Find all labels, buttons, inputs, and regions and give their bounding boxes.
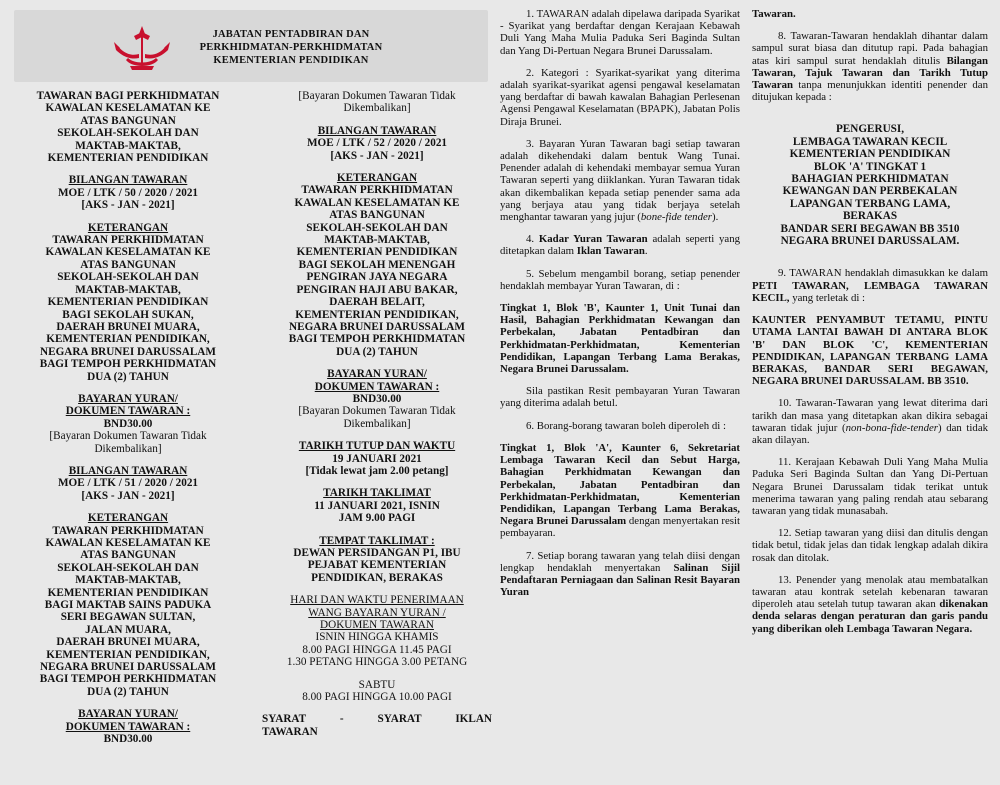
saturday-hours: [262, 679, 492, 704]
desc-line: DAERAH BRUNEI MUARA,: [56, 636, 200, 649]
clause-8: [752, 30, 988, 103]
closing-date: [262, 440, 492, 477]
clause-5: 5. Sebelum mengambil borang, setiap penender hendaklah membayar Yuran Tawaran, di :: [500, 267, 740, 292]
tender-2-number: [14, 465, 242, 502]
address-line: NEGARA BRUNEI DARUSSALAM.: [780, 235, 960, 248]
ministry-line: KEMENTERIAN PENDIDIKAN: [213, 55, 369, 66]
bilangan-heading: BILANGAN TAWARAN: [68, 174, 188, 187]
payment-hours: [262, 594, 492, 668]
clause-3-italic: bone-fide tender: [640, 211, 712, 224]
address-line: BERAKAS: [842, 210, 898, 223]
clause-3-end: ).: [711, 211, 719, 224]
ministry-line: PERKHIDMATAN-PERKHIDMATAN: [199, 42, 383, 53]
title-line: MAKTAB-MAKTAB,: [75, 139, 181, 152]
clause-5-note: Sila pastikan Resit pembayaran Yuran Tawaran yang diterima adalah betul.: [500, 385, 740, 410]
clause-9-bold: PETI TAWARAN, LEMBAGA TAWARAN KECIL,: [752, 279, 988, 304]
desc-line: MAKTAB-MAKTAB,: [75, 283, 181, 296]
desc-line: SEKOLAH-SEKOLAH DAN: [57, 561, 199, 574]
desc-line: KEMENTERIAN PENDIDIKAN: [47, 296, 209, 309]
title-line: KEMENTERIAN PENDIDIKAN: [47, 152, 209, 165]
clause-1: 1. TAWARAN adalah dipelawa daripada Syarikat - Syarikat yang berdaftar dengan Kerajaan Kebawah Duli Yang Maha Mulia Paduka Seri Baginda Sultan dan Yang Di-Pertuan Negara Brunei Darussalam.: [500, 8, 740, 57]
tender-3-number: [262, 125, 492, 162]
desc-line: PENGIRAN JAYA NEGARA: [306, 271, 448, 284]
clause-3: [500, 138, 740, 223]
fee-note: Dikembalikan]: [94, 442, 162, 455]
keterangan-heading: KETERANGAN: [87, 512, 169, 525]
clause-11: 11. Kerajaan Kebawah Duli Yang Maha Mulia Paduka Seri Baginda Sultan dan Yang Di-Pertuan Negara Brunei Darussalam tidak terikat untuk menerima tawaran yang paling rendah atau sebarang tawaran yang tidak munasabah.: [752, 456, 988, 517]
clause-10-italic: non-bona-fide-tender: [845, 421, 938, 434]
clause-7-text: 7. Setiap borang tawaran yang telah diisi dengan lengkap hendaklah menyertakan: [500, 549, 740, 574]
desc-line: ATAS BANGUNAN: [80, 549, 176, 562]
clause-13: [752, 574, 988, 635]
desc-line: DAERAH BELAIT,: [329, 296, 425, 309]
desc-line: KEMENTERIAN PENDIDIKAN,: [46, 333, 210, 346]
fee-note: [Bayaran Dokumen Tawaran Tidak: [49, 430, 207, 443]
clause-2: 2. Kategori : Syarikat-syarikat yang diterima adalah syarikat-syarikat agensi pengawal keselamatan yang berdaftar di bawah kawalan Bahagian Perlesenan Agensi Pengawal Keselamatan (BPAPK), Jabatan Polis Diraja Brunei.: [500, 66, 740, 128]
desc-line: KEMENTERIAN PENDIDIKAN: [296, 246, 458, 259]
fee-note: [Bayaran Dokumen Tawaran Tidak: [298, 405, 456, 418]
desc-line: BAGI SEKOLAH MENENGAH: [298, 258, 456, 271]
clause-6-tail: dengan menyertakan resit pembayaran.: [500, 515, 740, 540]
desc-line: BAGI MAKTAB SAINS PADUKA: [44, 599, 212, 612]
ministry-line: JABATAN PENTADBIRAN DAN: [212, 29, 370, 40]
saturday-heading: SABTU: [358, 678, 396, 691]
desc-line: TAWARAN PERKHIDMATAN: [52, 524, 204, 537]
clause-13-bold: dikenakan denda selaras dengan peraturan dan garis pandu yang diberikan oleh Lembaga Tawaran Negara.: [752, 598, 988, 635]
clause-10-end: ) dan tidak akan dilayan.: [752, 421, 989, 446]
clause-4-end: .: [644, 245, 648, 258]
tender-3-fee: [262, 368, 492, 430]
conditions-line: TAWARAN: [262, 725, 318, 738]
clause-6-address-bold: Tingkat 1, Blok 'A', Kaunter 6, Sekretariat Lembaga Tawaran Kecil dan Sebut Harga, Bahagian Perkhidmatan Kewangan dan Perbekalan, Jabatan Pentadbiran dan Perkhidmatan-Perkhidmatan, Kementerian Pendidikan, Lapangan Terbang Lama Berakas, Negara Brunei Darussalam: [500, 441, 740, 528]
briefing-venue: [262, 535, 492, 585]
address-line: BANDAR SERI BEGAWAN BB 3510: [780, 222, 960, 235]
tender-1-description: [14, 222, 242, 383]
address-line: PENGERUSI,: [835, 123, 905, 136]
briefing-heading: TARIKH TAKLIMAT: [323, 487, 431, 500]
title-line: KAWALAN KESELAMATAN KE: [45, 102, 211, 115]
desc-line: SEKOLAH-SEKOLAH DAN: [57, 271, 199, 284]
tender-1-number: [14, 174, 242, 211]
clause-4-bold: Kadar Yuran Tawaran: [538, 233, 648, 246]
fee-amount: BND30.00: [103, 733, 153, 746]
desc-line: TAWARAN PERKHIDMATAN: [301, 184, 453, 197]
column-3: [500, 8, 740, 598]
hours-heading: DOKUMEN TAWARAN: [320, 619, 434, 632]
saturday-line: 8.00 PAGI HINGGA 10.00 PAGI: [302, 691, 452, 704]
fee-heading: BAYARAN YURAN/: [78, 708, 178, 721]
desc-line: NEGARA BRUNEI DARUSSALAM: [40, 661, 216, 674]
address-line: BAHAGIAN PERKHIDMATAN: [791, 173, 949, 186]
tender-ref: MOE / LTK / 51 / 2020 / 2021: [57, 477, 199, 490]
conditions-line: SYARAT - SYARAT IKLAN: [262, 713, 492, 726]
title-line: ATAS BANGUNAN: [80, 114, 176, 127]
clause-7-end: Tawaran.: [752, 8, 796, 20]
desc-line: JALAN MUARA,: [85, 623, 171, 636]
desc-line: KEMENTERIAN PENDIDIKAN,: [295, 308, 459, 321]
desc-line: PENGIRAN HAJI ABU BAKAR,: [296, 283, 458, 296]
hours-line: 8.00 PAGI HINGGA 11.45 PAGI: [302, 643, 452, 656]
clause-4: [500, 233, 740, 257]
desc-line: KEMENTERIAN PENDIDIKAN,: [46, 648, 210, 661]
venue-line: PEJABAT KEMENTERIAN: [307, 559, 447, 572]
keterangan-heading: KETERANGAN: [336, 172, 418, 185]
desc-line: KAWALAN KESELAMATAN KE: [45, 246, 211, 259]
address-line: KEWANGAN DAN PERBEKALAN: [782, 185, 958, 198]
clause-3-text: 3. Bayaran Yuran Tawaran bagi setiap tawaran adalah dikehendaki dalam bentuk Wang Tunai. Penender adalah di kehendaki membayar semua Yuran Tawaran seperti yang diiklankan. Yuran Tawaran tidak akan dikembalikan kepada setiap penender sama ada yang berjaya atau yang tidak berjaya setelah menghantar tawaran yang jujur (: [500, 137, 740, 224]
desc-line: BAGI SEKOLAH SUKAN,: [62, 308, 194, 321]
clause-10: [752, 397, 988, 446]
clause-6-address: [500, 442, 740, 540]
hours-line: 1.30 PETANG HINGGA 3.00 PETANG: [286, 656, 468, 669]
fee-heading: DOKUMEN TAWARAN :: [314, 380, 440, 393]
bilangan-heading: BILANGAN TAWARAN: [317, 124, 437, 137]
column-4: [752, 8, 988, 635]
tender-ref: MOE / LTK / 52 / 2020 / 2021: [306, 137, 448, 150]
header-banner: [14, 10, 488, 82]
clause-7-bold: Salinan Sijil Pendaftaran Perniagaan dan Salinan Resit Bayaran Yuran: [500, 561, 740, 599]
desc-line: ATAS BANGUNAN: [329, 209, 425, 222]
keterangan-heading: KETERANGAN: [87, 221, 169, 234]
tender-2-description: [14, 512, 242, 698]
desc-line: DUA (2) TAHUN: [87, 685, 169, 698]
title-line: SEKOLAH-SEKOLAH DAN: [57, 127, 199, 140]
fee-heading: DOKUMEN TAWARAN :: [65, 720, 191, 733]
desc-line: KAWALAN KESELAMATAN KE: [45, 537, 211, 549]
fee-heading: DOKUMEN TAWARAN :: [65, 405, 191, 418]
desc-line: BAGI TEMPOH PERKHIDMATAN: [288, 333, 466, 346]
desc-line: NEGARA BRUNEI DARUSSALAM: [40, 345, 216, 358]
column-1: [14, 90, 242, 746]
clause-4-bold: Iklan Tawaran: [576, 245, 645, 258]
desc-line: KEMENTERIAN PENDIDIKAN: [47, 586, 209, 599]
desc-line: KAWALAN KESELAMATAN KE: [294, 196, 460, 209]
address-line: LAPANGAN TERBANG LAMA,: [789, 197, 951, 210]
clause-7: [500, 550, 740, 599]
fee-note: [Bayaran Dokumen Tawaran Tidak: [298, 90, 456, 102]
desc-line: DUA (2) TAHUN: [336, 345, 418, 358]
fee-note: Dikembalikan]: [343, 102, 411, 115]
tender-ref: MOE / LTK / 50 / 2020 / 2021: [57, 186, 199, 199]
address-line: KEMENTERIAN PENDIDIKAN: [789, 148, 951, 161]
clause-6: 6. Borang-borang tawaran boleh diperoleh di :: [526, 419, 726, 432]
desc-line: TAWARAN PERKHIDMATAN: [52, 234, 204, 247]
address-line: LEMBAGA TAWARAN KECIL: [792, 135, 948, 148]
desc-line: DUA (2) TAHUN: [87, 370, 169, 383]
clause-5-address: Tingkat 1, Blok 'B', Kaunter 1, Unit Tunai dan Hasil, Bahagian Perkhidmatan Kewangan dan Perbekalan, Jabatan Pentadbiran dan Perkhidmatan-Perkhidmatan, Kementerian Pendidikan, Lapangan Terbang Lama Berakas, Negara Brunei Darussalam.: [500, 302, 740, 376]
bilangan-heading: BILANGAN TAWARAN: [68, 464, 188, 477]
main-title: [14, 90, 242, 164]
clause-8-bold: Bilangan Tawaran, Tajuk Tawaran dan Tarikh Tutup Tawaran: [752, 54, 988, 92]
venue-line: PENDIDIKAN, BERAKAS: [311, 571, 443, 584]
fee-amount: BND30.00: [103, 417, 153, 430]
briefing-line: JAM 9.00 PAGI: [338, 512, 416, 525]
tender-ref-code: [AKS - JAN - 2021]: [81, 489, 175, 502]
fee-heading: BAYARAN YURAN/: [78, 392, 178, 405]
clause-9-text: 9. TAWARAN hendaklah dimasukkan ke dalam: [778, 267, 988, 280]
tender-2-fee-note: [262, 90, 492, 115]
desc-line: NEGARA BRUNEI DARUSSALAM: [289, 320, 465, 333]
clause-9-address: KAUNTER PENYAMBUT TETAMU, PINTU UTAMA LANTAI BAWAH DI ANTARA BLOK 'B' DAN BLOK 'C', KEMENTERIAN PENDIDIKAN, LAPANGAN TERBANG LAMA BERAKAS, BANDAR SERI BEGAWAN, NEGARA BRUNEI DARUSSALAM. BB 3510.: [752, 314, 988, 388]
clause-4-num: 4.: [526, 233, 539, 246]
desc-line: SEKOLAH-SEKOLAH DAN: [306, 221, 448, 234]
clause-8-text: 8. Tawaran-Tawaran hendaklah dihantar dalam sampul surat biasa dan ditutup rapi. Pada bahagian atas kiri sampul surat hendaklah ditulis: [752, 30, 988, 67]
fee-note: Dikembalikan]: [343, 417, 411, 430]
clause-8-end: tanpa menunjukkan identiti penender dan ditujukan kepada :: [752, 79, 988, 104]
title-line: TAWARAN BAGI PERKHIDMATAN: [36, 90, 220, 102]
venue-line: DEWAN PERSIDANGAN P1, IBU: [293, 547, 461, 559]
brunei-crest-icon: [112, 24, 172, 74]
clause-4-text: adalah seperti yang ditetapkan dalam: [500, 233, 740, 258]
ministry-name: [184, 28, 398, 67]
briefing-date: [262, 487, 492, 524]
tender-3-description: [262, 172, 492, 358]
tender-ref-code: [AKS - JAN - 2021]: [330, 149, 424, 162]
tender-ref-code: [AKS - JAN - 2021]: [81, 199, 175, 212]
desc-line: BAGI TEMPOH PERKHIDMATAN: [39, 358, 217, 371]
clause-13-text: 13. Penender yang menolak atau membatalkan tawaran atau kontrak setelah kebenaran tawaran diperoleh atau setelah tutup tawaran akan: [752, 573, 988, 611]
hours-heading: WANG BAYARAN YURAN /: [308, 606, 446, 619]
hours-heading: HARI DAN WAKTU PENERIMAAN: [290, 594, 464, 607]
submission-address: [752, 123, 988, 247]
closing-date-value: 19 JANUARI 2021: [332, 452, 422, 465]
venue-heading: TEMPAT TAKLIMAT :: [319, 534, 435, 547]
desc-line: ATAS BANGUNAN: [80, 258, 176, 271]
tender-1-fee: [14, 393, 242, 455]
clause-9-end: yang terletak di :: [789, 291, 866, 304]
fee-amount: BND30.00: [352, 392, 402, 405]
closing-heading: TARIKH TUTUP DAN WAKTU: [298, 440, 456, 453]
conditions-heading: [262, 713, 492, 738]
clause-12: 12. Setiap tawaran yang diisi dan ditulis dengan tidak betul, tidak jelas dan tidak lengkap adalah dikira rosak dan ditolak.: [752, 527, 988, 564]
briefing-line: 11 JANUARI 2021, ISNIN: [314, 499, 440, 512]
tender-2-fee: [14, 708, 242, 745]
desc-line: MAKTAB-MAKTAB,: [324, 234, 430, 247]
closing-note: [Tidak lewat jam 2.00 petang]: [305, 464, 449, 477]
desc-line: MAKTAB-MAKTAB,: [75, 574, 181, 587]
desc-line: DAERAH BRUNEI MUARA,: [56, 320, 200, 333]
hours-line: ISNIN HINGGA KHAMIS: [315, 631, 439, 644]
fee-heading: BAYARAN YURAN/: [327, 368, 427, 381]
clause-10-text: 10. Tawaran-Tawaran yang lewat diterima dari tarikh dan masa yang ditetapkan akan dikira sebagai tawaran tidak jujur (: [752, 397, 988, 434]
desc-line: BAGI TEMPOH PERKHIDMATAN: [39, 673, 217, 686]
clause-9: [752, 267, 988, 304]
address-line: BLOK 'A' TINGKAT 1: [813, 160, 927, 173]
column-2: [262, 90, 492, 738]
desc-line: SERI BEGAWAN SULTAN,: [60, 611, 196, 624]
